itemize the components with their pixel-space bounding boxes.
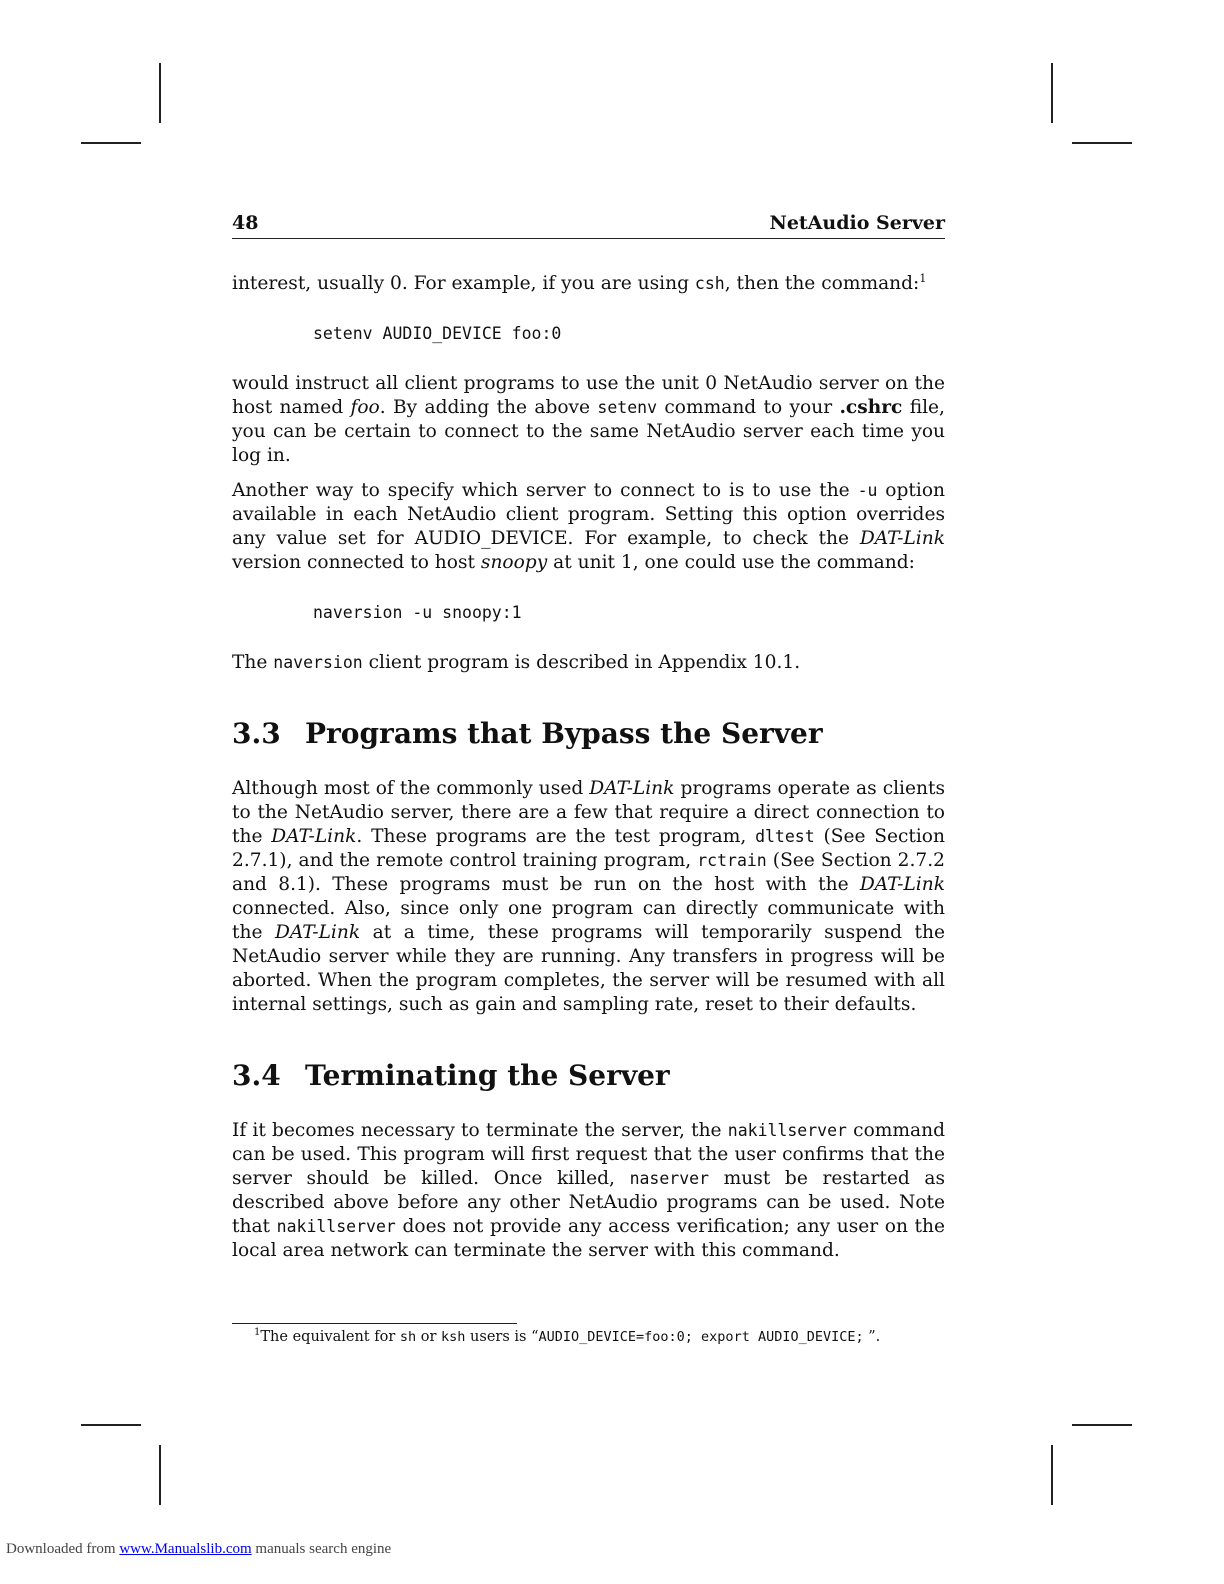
code-block-setenv: setenv AUDIO_DEVICE foo:0 [313, 324, 562, 343]
page-number: 48 [232, 212, 259, 234]
section-number: 3.3 [232, 717, 281, 750]
code-ksh: ksh [441, 1329, 466, 1345]
file-cshrc: .cshrc [839, 397, 903, 418]
footnote: $^1$The equivalent for sh or ksh users is “AUDIO_DEVICE=foo:0; export AUDIO_DEVICE; ”. [254, 1327, 881, 1345]
crop-mark-bottom-right-vertical [1051, 1445, 1053, 1505]
code-sh: sh [399, 1329, 417, 1345]
paragraph-naversion: The naversion client program is described in Appendix 10.1. [232, 652, 801, 673]
manualslib-link[interactable]: www.Manualslib.com [119, 1541, 252, 1557]
code-dltest: dltest [755, 827, 815, 846]
code-setenv: setenv [597, 398, 658, 417]
page-body [232, 272, 945, 1274]
paragraph-u-option: Another way to specify which server to connect to is to use the -u option available in each NetAudio client program. Setting this option overrides any value set for AUDIO_DEVICE. For example, to check the DAT-Link version connected to host snoopy at unit 1, one could use the command: [232, 480, 945, 573]
code-naversion: naversion [273, 653, 363, 672]
footnote-mark: 1 [254, 1327, 261, 1339]
crop-mark-bottom-right-horizontal [1072, 1424, 1132, 1426]
code-naserver: naserver [629, 1169, 710, 1188]
crop-mark-top-right-horizontal [1072, 142, 1132, 144]
code-nakillserver: nakillserver [727, 1121, 847, 1140]
footnote-ref: 1 [919, 271, 927, 285]
crop-mark-top-left-vertical [159, 63, 161, 123]
footnote-rule [232, 1323, 517, 1324]
code-block-naversion: naversion -u snoopy:1 [313, 603, 522, 622]
section-heading-3-4 [232, 1059, 945, 1093]
section-title: Programs that Bypass the Server [305, 717, 823, 750]
section-heading-3-3 [232, 717, 945, 751]
crop-mark-bottom-left-horizontal [81, 1424, 141, 1426]
crop-mark-top-left-horizontal [81, 142, 141, 144]
host-snoopy: snoopy [480, 552, 548, 573]
code-rctrain: rctrain [697, 851, 767, 870]
running-header [232, 210, 945, 239]
section-title: Terminating the Server [305, 1059, 670, 1092]
host-foo: foo [350, 397, 380, 418]
code-u-option: -u [857, 481, 878, 500]
code-nakillserver: nakillserver [276, 1217, 396, 1236]
code-csh: csh [694, 274, 725, 293]
crop-mark-top-right-vertical [1051, 63, 1053, 123]
paragraph-setenv-explanation: would instruct all client programs to use the unit 0 NetAudio server on the host named foo. By adding the above setenv command to your .cshrc file, you can be certain to connect to the same NetAudio server each time you log in. [232, 373, 945, 466]
dat-link-term: DAT-Link [859, 528, 945, 549]
paragraph-terminating-server: If it becomes necessary to terminate the server, the nakillserver command can be used. This program will first request that the user confirms that the server should be killed. Once killed, naserver must be restarted as described above before any other NetAudio programs can be used. Note that nakillserver does not provide any access verification; any user on the local area network can terminate the server with this command. [232, 1120, 946, 1261]
code-export: AUDIO_DEVICE=foo:0; export AUDIO_DEVICE; [538, 1329, 864, 1345]
crop-mark-bottom-left-vertical [159, 1445, 161, 1505]
section-number: 3.4 [232, 1059, 281, 1092]
intro-paragraph: interest, usually 0. For example, if you are using csh, then the command:$^1$ [232, 271, 927, 294]
running-title: NetAudio Server [769, 212, 945, 234]
paragraph-bypass-server: Although most of the commonly used DAT-Link programs operate as clients to the NetAudio server, there are a few that require a direct connection to the DAT-Link. These programs are the test program, dltest (See Section 2.7.1), and the remote control training program, rctrain (See Section 2.7.2 and 8.1). These programs must be run on the host with the DAT-Link connected. Also, since only one program can directly communicate with the DAT-Link at a time, these programs will temporarily suspend the NetAudio server while they are running. Any transfers in progress will be aborted. When the program completes, the server will be resumed with all internal settings, such as gain and sampling rate, reset to their defaults. [232, 778, 946, 1015]
download-notice: Downloaded from www.Manualslib.com manuals search engine [6, 1541, 392, 1557]
